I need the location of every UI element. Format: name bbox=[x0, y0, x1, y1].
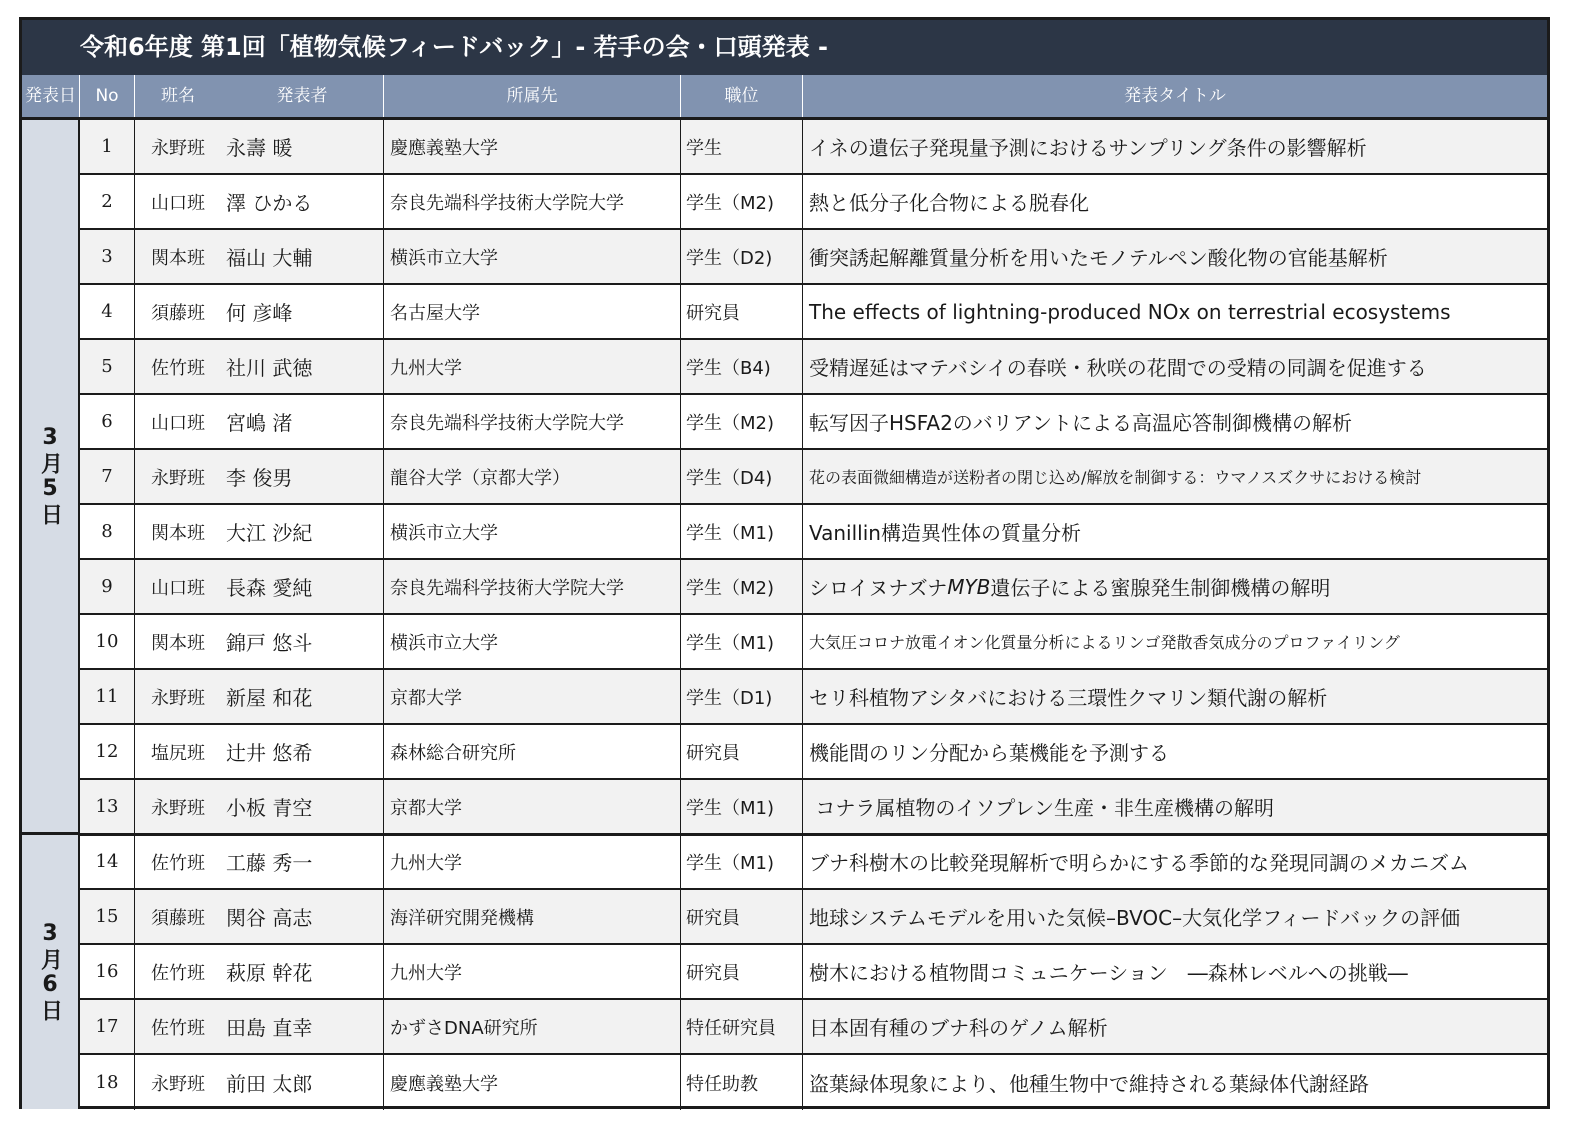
row-han bbox=[135, 285, 221, 338]
row-affiliation bbox=[384, 945, 681, 998]
row-presenter-text: 長森 愛純 bbox=[226, 576, 313, 600]
row-talk-title bbox=[803, 175, 1547, 228]
row-no-text: 18 bbox=[95, 1072, 119, 1093]
row-han bbox=[135, 505, 221, 558]
row-talk-title-text: 大気圧コロナ放電イオン化質量分析によるリンゴ発散香気成分のプロファイリング bbox=[809, 633, 1400, 652]
row-no-text: 14 bbox=[95, 851, 119, 872]
row-han-text: 須藤班 bbox=[151, 907, 205, 929]
row-no-text: 16 bbox=[95, 961, 119, 982]
row-no-text: 8 bbox=[101, 521, 113, 542]
row-no-text: 13 bbox=[95, 796, 119, 817]
row-no bbox=[80, 1000, 135, 1053]
row-affiliation-text: 奈良先端科学技術大学院大学 bbox=[390, 577, 624, 599]
row-no bbox=[80, 835, 135, 888]
row-affiliation-text: 奈良先端科学技術大学院大学 bbox=[390, 412, 624, 434]
table-row bbox=[80, 780, 1547, 836]
row-position-text: 学生（M1) bbox=[686, 522, 775, 544]
row-affiliation bbox=[384, 890, 681, 943]
row-han-text: 関本班 bbox=[151, 632, 205, 654]
row-no-text: 6 bbox=[101, 411, 113, 432]
row-talk-title bbox=[803, 230, 1547, 283]
row-talk-title bbox=[803, 285, 1547, 338]
header-presenter: 発表者 bbox=[221, 75, 384, 117]
table-header bbox=[22, 75, 1547, 120]
row-position-text: 学生（M1) bbox=[686, 632, 775, 654]
row-talk-title-text: セリ科植物アシタバにおける三環性クマリン類代謝の解析 bbox=[809, 686, 1328, 710]
row-presenter-text: 萩原 幹花 bbox=[226, 961, 313, 985]
row-presenter-text: 新屋 和花 bbox=[226, 686, 313, 710]
row-presenter bbox=[221, 450, 384, 503]
row-affiliation bbox=[384, 230, 681, 283]
row-presenter-text: 何 彦峰 bbox=[226, 301, 293, 325]
row-talk-title-text: 受精遅延はマテバシイの春咲・秋咲の花間での受精の同調を促進する bbox=[809, 356, 1427, 380]
row-han-text: 山口班 bbox=[151, 412, 205, 434]
row-no bbox=[80, 340, 135, 393]
row-presenter bbox=[221, 890, 384, 943]
row-talk-title bbox=[803, 120, 1547, 173]
row-affiliation bbox=[384, 340, 681, 393]
row-talk-title bbox=[803, 1055, 1547, 1110]
row-han bbox=[135, 670, 221, 723]
row-position bbox=[681, 450, 803, 503]
date-label: 3月5日 bbox=[37, 425, 63, 527]
row-han-text: 永野班 bbox=[151, 467, 205, 489]
row-presenter bbox=[221, 615, 384, 668]
date-group-2 bbox=[22, 835, 80, 1109]
row-affiliation-text: 京都大学 bbox=[390, 797, 462, 819]
row-no bbox=[80, 670, 135, 723]
row-han bbox=[135, 175, 221, 228]
row-affiliation-text: 奈良先端科学技術大学院大学 bbox=[390, 192, 624, 214]
row-talk-title bbox=[803, 395, 1547, 448]
row-talk-title-text: コナラ属植物のイソプレン生産・非生産機構の解明 bbox=[809, 796, 1275, 820]
row-position bbox=[681, 725, 803, 778]
row-affiliation bbox=[384, 285, 681, 338]
row-affiliation-text: 九州大学 bbox=[390, 357, 462, 379]
row-han-text: 永野班 bbox=[151, 687, 205, 709]
row-talk-title bbox=[803, 340, 1547, 393]
row-presenter bbox=[221, 835, 384, 888]
table-row bbox=[80, 175, 1547, 230]
row-affiliation bbox=[384, 1055, 681, 1110]
table-row bbox=[80, 615, 1547, 670]
row-position-text: 研究員 bbox=[686, 962, 740, 984]
row-talk-title-text: 転写因子HSFA2のバリアントによる高温応答制御機構の解析 bbox=[809, 411, 1353, 435]
title-text: 遺伝子による蜜腺発生制御機構の解明 bbox=[990, 576, 1331, 600]
table-row bbox=[80, 1000, 1547, 1055]
row-position bbox=[681, 120, 803, 173]
row-position bbox=[681, 1000, 803, 1053]
table-row bbox=[80, 945, 1547, 1000]
table-row bbox=[80, 505, 1547, 560]
row-no-text: 2 bbox=[101, 191, 113, 212]
row-talk-title bbox=[803, 450, 1547, 503]
row-presenter bbox=[221, 560, 384, 613]
row-talk-title bbox=[803, 780, 1547, 833]
row-no-text: 17 bbox=[95, 1016, 119, 1037]
row-presenter bbox=[221, 285, 384, 338]
row-position bbox=[681, 560, 803, 613]
row-presenter bbox=[221, 175, 384, 228]
table-row bbox=[80, 835, 1547, 890]
table-row bbox=[80, 450, 1547, 505]
row-talk-title-text: 熱と低分子化合物による脱春化 bbox=[809, 191, 1089, 215]
row-position bbox=[681, 395, 803, 448]
row-position bbox=[681, 1055, 803, 1110]
row-talk-title-text: The effects of lightning-produced NOx on terrestrial ecosystems bbox=[809, 299, 1451, 324]
row-talk-title-text: ブナ科樹木の比較発現解析で明らかにする季節的な発現同調のメカニズム bbox=[809, 851, 1469, 875]
row-talk-title-text: 機能間のリン分配から葉機能を予測する bbox=[809, 741, 1169, 765]
row-presenter-text: 社川 武徳 bbox=[226, 356, 313, 380]
row-talk-title-text: Vanillin構造異性体の質量分析 bbox=[809, 521, 1081, 545]
row-affiliation bbox=[384, 615, 681, 668]
table-row bbox=[80, 120, 1547, 175]
row-presenter bbox=[221, 340, 384, 393]
row-talk-title bbox=[803, 615, 1547, 668]
row-affiliation-text: 九州大学 bbox=[390, 852, 462, 874]
row-no-text: 4 bbox=[101, 301, 113, 322]
row-affiliation bbox=[384, 120, 681, 173]
row-affiliation bbox=[384, 450, 681, 503]
row-position-text: 学生（D4) bbox=[686, 467, 773, 489]
row-han-text: 関本班 bbox=[151, 522, 205, 544]
row-han-text: 山口班 bbox=[151, 577, 205, 599]
row-presenter bbox=[221, 1055, 384, 1110]
row-han-text: 関本班 bbox=[151, 247, 205, 269]
row-no-text: 11 bbox=[95, 686, 119, 707]
row-position bbox=[681, 835, 803, 888]
date-group-1 bbox=[22, 120, 80, 835]
row-no bbox=[80, 505, 135, 558]
row-affiliation-text: 海洋研究開発機構 bbox=[390, 907, 534, 929]
table-row bbox=[80, 340, 1547, 395]
row-affiliation-text: 慶應義塾大学 bbox=[390, 137, 498, 159]
row-han-text: 佐竹班 bbox=[151, 357, 205, 379]
row-no bbox=[80, 725, 135, 778]
row-presenter-text: 大江 沙紀 bbox=[226, 521, 313, 545]
row-affiliation bbox=[384, 1000, 681, 1053]
row-no-text: 5 bbox=[101, 356, 113, 377]
table-row bbox=[80, 670, 1547, 725]
row-position-text: 学生（D1) bbox=[686, 687, 773, 709]
row-no bbox=[80, 615, 135, 668]
row-han bbox=[135, 890, 221, 943]
row-han bbox=[135, 230, 221, 283]
row-position bbox=[681, 780, 803, 833]
row-talk-title bbox=[803, 835, 1547, 888]
row-affiliation-text: 九州大学 bbox=[390, 962, 462, 984]
row-han bbox=[135, 615, 221, 668]
row-position-text: 研究員 bbox=[686, 907, 740, 929]
row-talk-title bbox=[803, 670, 1547, 723]
row-position bbox=[681, 505, 803, 558]
header-han: 班名 bbox=[161, 86, 195, 106]
row-position bbox=[681, 340, 803, 393]
title-text: シロイヌナズナ bbox=[809, 576, 948, 600]
row-talk-title-text: 地球システムモデルを用いた気候–BVOC–大気化学フィードバックの評価 bbox=[809, 906, 1461, 930]
schedule-table bbox=[19, 17, 1550, 1109]
row-affiliation-text: 龍谷大学（京都大学） bbox=[390, 467, 570, 489]
row-talk-title bbox=[803, 945, 1547, 998]
table-row bbox=[80, 1055, 1547, 1110]
table-row bbox=[80, 890, 1547, 945]
row-talk-title-text: 花の表面微細構造が送粉者の閉じ込め/解放を制御する：ウマノスズクサにおける検討 bbox=[809, 468, 1422, 487]
row-presenter-text: 辻井 悠希 bbox=[226, 741, 313, 765]
table-row bbox=[80, 725, 1547, 780]
row-han bbox=[135, 560, 221, 613]
row-position-text: 学生（D2) bbox=[686, 247, 773, 269]
row-affiliation-text: 慶應義塾大学 bbox=[390, 1073, 498, 1095]
row-han bbox=[135, 1055, 221, 1110]
row-presenter bbox=[221, 1000, 384, 1053]
title-gene-name: MYB bbox=[947, 574, 991, 599]
row-position bbox=[681, 945, 803, 998]
row-affiliation-text: 名古屋大学 bbox=[390, 302, 480, 324]
row-presenter bbox=[221, 505, 384, 558]
row-position bbox=[681, 175, 803, 228]
row-no bbox=[80, 1055, 135, 1110]
row-position bbox=[681, 615, 803, 668]
row-talk-title-text: 日本固有種のブナ科のゲノム解析 bbox=[809, 1016, 1108, 1040]
row-han bbox=[135, 725, 221, 778]
row-no bbox=[80, 120, 135, 173]
row-no-text: 12 bbox=[95, 741, 119, 762]
header-position: 職位 bbox=[681, 75, 803, 117]
row-presenter bbox=[221, 725, 384, 778]
header-affiliation: 所属先 bbox=[384, 75, 681, 117]
row-no-text: 9 bbox=[101, 576, 113, 597]
row-presenter bbox=[221, 395, 384, 448]
row-position-text: 研究員 bbox=[686, 742, 740, 764]
row-presenter bbox=[221, 945, 384, 998]
row-presenter-text: 前田 太郎 bbox=[226, 1072, 313, 1096]
row-no bbox=[80, 945, 135, 998]
row-affiliation-text: 横浜市立大学 bbox=[390, 247, 498, 269]
row-talk-title bbox=[803, 505, 1547, 558]
row-no bbox=[80, 560, 135, 613]
row-affiliation-text: 森林総合研究所 bbox=[390, 742, 516, 764]
row-presenter-text: 澤 ひかる bbox=[226, 191, 313, 215]
header-talk-title: 発表タイトル bbox=[1124, 86, 1226, 106]
row-presenter-text: 田島 直幸 bbox=[226, 1016, 313, 1040]
row-affiliation bbox=[384, 725, 681, 778]
row-position bbox=[681, 285, 803, 338]
row-presenter bbox=[221, 780, 384, 833]
row-no bbox=[80, 890, 135, 943]
row-position bbox=[681, 230, 803, 283]
row-han-text: 塩尻班 bbox=[151, 742, 205, 764]
row-position-text: 学生（M1) bbox=[686, 852, 775, 874]
row-affiliation bbox=[384, 780, 681, 833]
row-presenter-text: 工藤 秀一 bbox=[226, 851, 313, 875]
header-no: No bbox=[80, 75, 135, 117]
row-presenter-text: 福山 大輔 bbox=[226, 246, 313, 270]
header-date: 発表日 bbox=[22, 75, 80, 117]
row-no-text: 15 bbox=[95, 906, 119, 927]
row-han-text: 永野班 bbox=[151, 137, 205, 159]
row-han bbox=[135, 945, 221, 998]
row-position-text: 学生 bbox=[686, 137, 722, 159]
row-position-text: 研究員 bbox=[686, 302, 740, 324]
row-no-text: 10 bbox=[95, 631, 119, 652]
row-han-text: 佐竹班 bbox=[151, 852, 205, 874]
table-row bbox=[80, 560, 1547, 615]
row-affiliation bbox=[384, 670, 681, 723]
row-no bbox=[80, 780, 135, 833]
row-no bbox=[80, 285, 135, 338]
row-presenter-text: 永壽 暖 bbox=[226, 136, 293, 160]
row-no-text: 7 bbox=[101, 466, 113, 487]
row-talk-title bbox=[803, 1000, 1547, 1053]
row-no bbox=[80, 450, 135, 503]
row-affiliation bbox=[384, 175, 681, 228]
row-talk-title-text: イネの遺伝子発現量予測におけるサンプリング条件の影響解析 bbox=[809, 136, 1367, 160]
row-talk-title-text: 樹木における植物間コミュニケーション ―森林レベルへの挑戦― bbox=[809, 961, 1408, 985]
row-position-text: 学生（M2) bbox=[686, 577, 775, 599]
row-han-text: 永野班 bbox=[151, 1073, 205, 1095]
row-presenter bbox=[221, 120, 384, 173]
row-affiliation-text: 京都大学 bbox=[390, 687, 462, 709]
row-han-text: 佐竹班 bbox=[151, 962, 205, 984]
page-title: 令和6年度 第1回「植物気候フィードバック」- 若手の会・口頭発表 - bbox=[22, 20, 1547, 75]
row-position-text: 特任研究員 bbox=[686, 1017, 776, 1039]
row-position bbox=[681, 670, 803, 723]
row-position-text: 学生（M2) bbox=[686, 412, 775, 434]
table-row bbox=[80, 230, 1547, 285]
row-talk-title bbox=[803, 890, 1547, 943]
row-no bbox=[80, 230, 135, 283]
row-han-text: 須藤班 bbox=[151, 302, 205, 324]
row-position-text: 学生（B4) bbox=[686, 357, 771, 379]
row-affiliation-text: 横浜市立大学 bbox=[390, 522, 498, 544]
row-no-text: 1 bbox=[101, 136, 113, 157]
row-presenter-text: 関谷 高志 bbox=[226, 906, 313, 930]
row-no bbox=[80, 395, 135, 448]
row-talk-title-text: 衝突誘起解離質量分析を用いたモノテルペン酸化物の官能基解析 bbox=[809, 246, 1388, 270]
row-han bbox=[135, 120, 221, 173]
row-han bbox=[135, 1000, 221, 1053]
date-label: 3月6日 bbox=[37, 921, 63, 1023]
row-han bbox=[135, 780, 221, 833]
row-presenter-text: 小板 青空 bbox=[226, 796, 313, 820]
row-affiliation bbox=[384, 835, 681, 888]
row-affiliation bbox=[384, 505, 681, 558]
row-han-text: 永野班 bbox=[151, 797, 205, 819]
row-affiliation-text: 横浜市立大学 bbox=[390, 632, 498, 654]
row-affiliation bbox=[384, 560, 681, 613]
table-row bbox=[80, 285, 1547, 340]
row-han-text: 山口班 bbox=[151, 192, 205, 214]
row-no-text: 3 bbox=[101, 246, 113, 267]
row-position-text: 学生（M1) bbox=[686, 797, 775, 819]
row-presenter bbox=[221, 670, 384, 723]
row-affiliation-text: かずさDNA研究所 bbox=[390, 1017, 538, 1039]
row-talk-title bbox=[803, 560, 1547, 613]
row-presenter bbox=[221, 230, 384, 283]
row-no bbox=[80, 175, 135, 228]
row-han bbox=[135, 340, 221, 393]
row-talk-title bbox=[803, 725, 1547, 778]
row-presenter-text: 錦戸 悠斗 bbox=[226, 631, 313, 655]
row-position-text: 学生（M2) bbox=[686, 192, 775, 214]
row-presenter-text: 宮嶋 渚 bbox=[226, 411, 293, 435]
row-affiliation bbox=[384, 395, 681, 448]
row-han bbox=[135, 395, 221, 448]
row-han-text: 佐竹班 bbox=[151, 1017, 205, 1039]
row-presenter-text: 李 俊男 bbox=[226, 466, 293, 490]
row-han bbox=[135, 835, 221, 888]
row-position bbox=[681, 890, 803, 943]
row-position-text: 特任助教 bbox=[686, 1073, 758, 1095]
row-han bbox=[135, 450, 221, 503]
row-talk-title-text: 盗葉緑体現象により、他種生物中で維持される葉緑体代謝経路 bbox=[809, 1072, 1369, 1096]
table-row bbox=[80, 395, 1547, 450]
